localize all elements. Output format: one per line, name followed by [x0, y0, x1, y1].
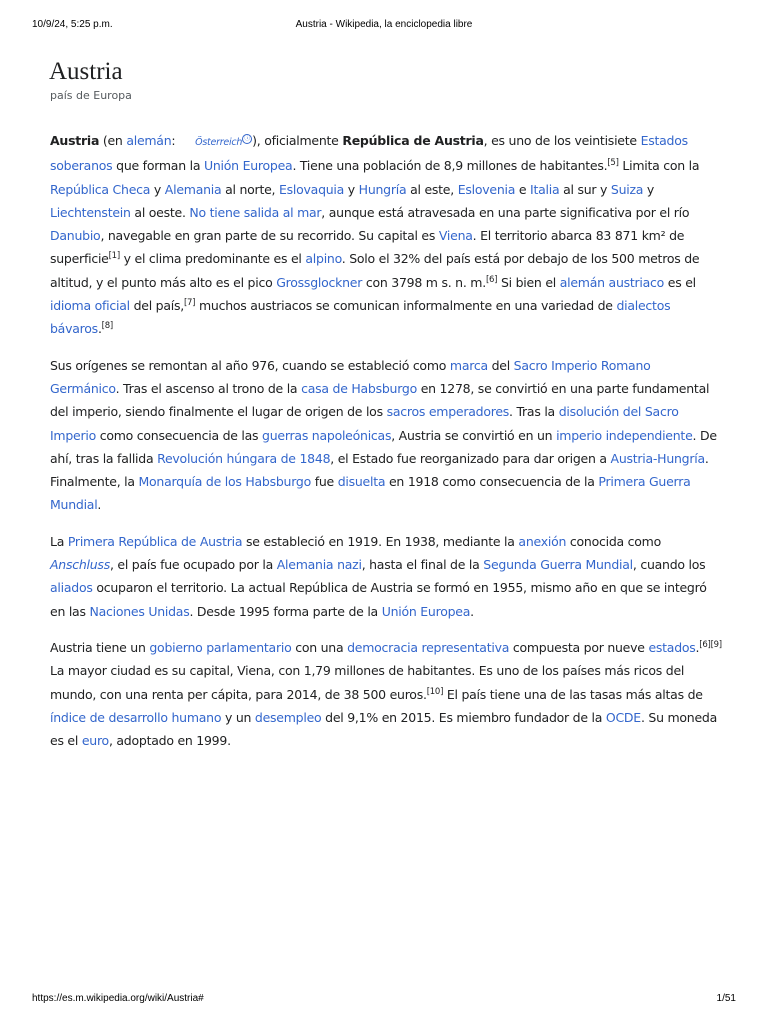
paragraph	[50, 530, 722, 623]
wiki-link[interactable]: disuelta	[337, 474, 386, 490]
wiki-link[interactable]: Eslovaquia	[278, 181, 345, 197]
wiki-link[interactable]: euro	[81, 733, 109, 749]
wiki-link[interactable]: Unión Europea	[381, 603, 471, 619]
text-run: (en	[99, 133, 127, 148]
text-run: que forman la	[112, 158, 204, 174]
text-run: , el Estado fue reorganizado para dar origen a	[330, 450, 611, 466]
text-run: . El territorio abarca 83 871 km² de superficie	[50, 228, 685, 267]
reference-superscript[interactable]: [1]	[108, 251, 120, 262]
wiki-link[interactable]: estados	[648, 639, 696, 655]
reference-superscript[interactable]: [10]	[426, 686, 444, 697]
text-run: ocuparon el territorio. La actual República de Austria se formó en 1955, mismo año en que se integró en las	[50, 580, 707, 619]
text-run: y	[344, 181, 359, 197]
text-run: y	[150, 181, 165, 197]
text-run: . Finalmente, la	[50, 450, 709, 490]
text-run: al sur y	[559, 181, 611, 197]
wiki-link[interactable]: Italia	[530, 181, 560, 197]
wiki-link[interactable]: idioma oficial	[50, 298, 130, 314]
text-run: en 1278, se convirtió en una parte fundamental del imperio, siendo finalmente el lugar de origen de los	[50, 380, 710, 420]
print-page-title: Austria - Wikipedia, la enciclopedia libre	[295, 19, 473, 30]
text-run: La	[50, 533, 68, 549]
text-run: compuesta por nueve	[509, 639, 649, 655]
text-run: El país tiene una de las tasas más altas de	[443, 686, 703, 702]
text-run: del país,	[129, 298, 184, 314]
text-run: fue	[310, 474, 338, 490]
text-run: , navegable en gran parte de su recorrido. Su capital es	[100, 228, 439, 244]
text-run: conocida como	[566, 533, 661, 549]
text-run: Limita con la	[618, 158, 700, 174]
text-run: La mayor ciudad es su capital, Viena, con 1,79 millones de habitantes. Es uno de los países más ricos del mundo, con una renta per cápita, para 2014, de 38 500 euros.	[50, 663, 685, 702]
wiki-link[interactable]: Alemania nazi	[276, 557, 362, 573]
wiki-link[interactable]: alemán austriaco	[559, 274, 665, 290]
wiki-link[interactable]: sacros emperadores	[386, 404, 510, 420]
wiki-link[interactable]: Primera República de Austria	[67, 533, 243, 549]
text-run: y un	[221, 709, 255, 725]
text-run: ), oficialmente	[252, 133, 343, 148]
text-run: como consecuencia de las	[96, 427, 263, 443]
text-run: . Tras la	[509, 404, 559, 420]
text-run: Si bien el	[497, 274, 560, 290]
wiki-link[interactable]: Estados soberanos	[50, 133, 688, 174]
german-term-link[interactable]: Österreich	[195, 137, 243, 148]
wiki-link[interactable]: gobierno parlamentario	[149, 639, 292, 655]
text-run: con 3798 m s. n. m.	[362, 274, 486, 290]
wiki-link[interactable]: Sacro Imperio Romano Germánico	[50, 357, 651, 396]
wiki-link[interactable]: Eslovenia	[457, 181, 516, 197]
wiki-link[interactable]: Primera Guerra Mundial	[50, 474, 691, 513]
wiki-link[interactable]: índice de desarrollo humano	[50, 709, 222, 725]
wiki-link[interactable]: Grossglockner	[276, 274, 363, 290]
wiki-link[interactable]: anexión	[518, 533, 567, 549]
text-run: e	[515, 181, 531, 197]
wiki-link[interactable]: alemán	[126, 133, 172, 148]
text-run: .	[97, 497, 102, 513]
text-run: y	[643, 181, 655, 197]
bold-term: República de Austria	[342, 133, 484, 148]
text-run: al norte,	[221, 181, 279, 197]
reference-superscript[interactable]: [7]	[183, 298, 196, 309]
text-run: del 9,1% en 2015. Es miembro fundador de la	[321, 709, 606, 725]
wiki-link[interactable]: OCDE	[605, 709, 641, 725]
text-run: , adoptado en 1999.	[108, 733, 231, 749]
text-run: , Austria se convirtió en un	[391, 427, 557, 443]
wiki-link[interactable]: Viena	[438, 228, 473, 244]
wiki-link[interactable]: marca	[449, 357, 488, 373]
text-run: muchos austriacos se comunican informalmente en una variedad de	[195, 298, 617, 314]
text-run: . Solo el 32% del país está por debajo de los 500 metros de altitud, y el punto más alto es el pico	[50, 251, 700, 290]
wiki-link[interactable]: guerras napoleónicas	[262, 427, 392, 443]
text-run: . Tiene una población de 8,9 millones de habitantes.	[292, 158, 608, 174]
bold-term: Austria	[50, 133, 100, 148]
text-run: Sus orígenes se remontan al año 976, cuando se estableció como	[50, 357, 450, 373]
page-title: Austria	[49, 58, 123, 85]
print-footer	[32, 993, 736, 1007]
wiki-link[interactable]: Austria-Hungría	[610, 450, 705, 466]
print-header	[32, 19, 736, 33]
paragraph	[50, 129, 722, 341]
text-run: al oeste.	[130, 204, 190, 220]
page-subtitle: país de Europa	[50, 89, 132, 102]
text-run: . Desde 1995 forma parte de la	[189, 603, 382, 619]
wiki-link[interactable]: aliados	[50, 580, 93, 596]
text-run: .	[695, 639, 700, 655]
wiki-link[interactable]: casa de Habsburgo	[301, 380, 417, 396]
text-run: al este,	[406, 181, 458, 197]
wiki-link[interactable]: dialectos bávaros	[50, 298, 671, 337]
print-url: https://es.m.wikipedia.org/wiki/Austria#	[32, 993, 204, 1004]
text-run: .	[470, 603, 474, 619]
text-run: es el	[664, 274, 696, 290]
text-run: , el país fue ocupado por la	[109, 557, 277, 573]
wiki-link[interactable]: desempleo	[254, 709, 322, 725]
text-run: del	[487, 357, 514, 373]
wiki-link[interactable]: Danubio	[50, 228, 101, 244]
text-run: , es uno de los veintisiete	[483, 133, 641, 148]
wiki-link[interactable]: República Checa	[50, 181, 151, 197]
reference-superscript[interactable]: [6]	[485, 274, 498, 285]
text-run: . Tras el ascenso al trono de la	[115, 380, 302, 396]
text-run: y el clima predominante es el	[119, 251, 306, 267]
reference-superscript[interactable]: [9]	[710, 639, 722, 650]
text-run: .	[97, 321, 102, 337]
text-run: con una	[291, 639, 348, 655]
wiki-link[interactable]: democracia representativa	[347, 639, 510, 655]
print-page-number: 1/51	[716, 993, 736, 1004]
paragraph	[50, 354, 722, 517]
wiki-link-italic[interactable]: Anschluss	[50, 557, 110, 573]
text-run: . De ahí, tras la fallida	[50, 427, 717, 466]
audio-pronunciation-icon[interactable]: ⓘ	[242, 134, 252, 144]
wiki-link[interactable]: Naciones Unidas	[89, 603, 190, 619]
text-run: , aunque está atravesada en una parte significativa por el río	[321, 204, 690, 220]
text-run: Austria tiene un	[50, 639, 150, 655]
reference-superscript[interactable]: [8]	[101, 321, 113, 332]
wiki-link[interactable]: Segunda Guerra Mundial	[483, 557, 633, 573]
wiki-link[interactable]: Monarquía de los Habsburgo	[138, 474, 311, 490]
wiki-link[interactable]: No tiene salida al mar	[189, 204, 322, 220]
reference-superscript[interactable]: [6]	[699, 639, 711, 650]
paragraph	[50, 636, 722, 752]
wiki-link[interactable]: Liechtenstein	[50, 204, 131, 220]
wiki-link[interactable]: Revolución húngara de 1848	[157, 450, 331, 466]
wiki-link[interactable]: disolución del Sacro Imperio	[50, 404, 679, 443]
print-datetime: 10/9/24, 5:25 p.m.	[32, 19, 113, 30]
text-run: , cuando los	[632, 557, 706, 573]
text-run: se estableció en 1919. En 1938, mediante la	[242, 533, 519, 549]
wiki-link[interactable]: Suiza	[610, 181, 644, 197]
wiki-link[interactable]: imperio independiente	[556, 427, 693, 443]
text-run: :	[171, 133, 180, 148]
wiki-link[interactable]: Unión Europea	[203, 158, 293, 174]
wiki-link[interactable]: alpino	[305, 251, 342, 267]
wiki-link[interactable]: Hungría	[358, 181, 407, 197]
article-body	[50, 129, 722, 752]
text-run: , hasta el final de la	[361, 557, 484, 573]
text-run: en 1918 como consecuencia de la	[385, 474, 599, 490]
wiki-link[interactable]: Alemania	[164, 181, 222, 197]
text-run: . Su moneda es el	[50, 709, 718, 749]
reference-superscript[interactable]: [5]	[607, 158, 619, 169]
